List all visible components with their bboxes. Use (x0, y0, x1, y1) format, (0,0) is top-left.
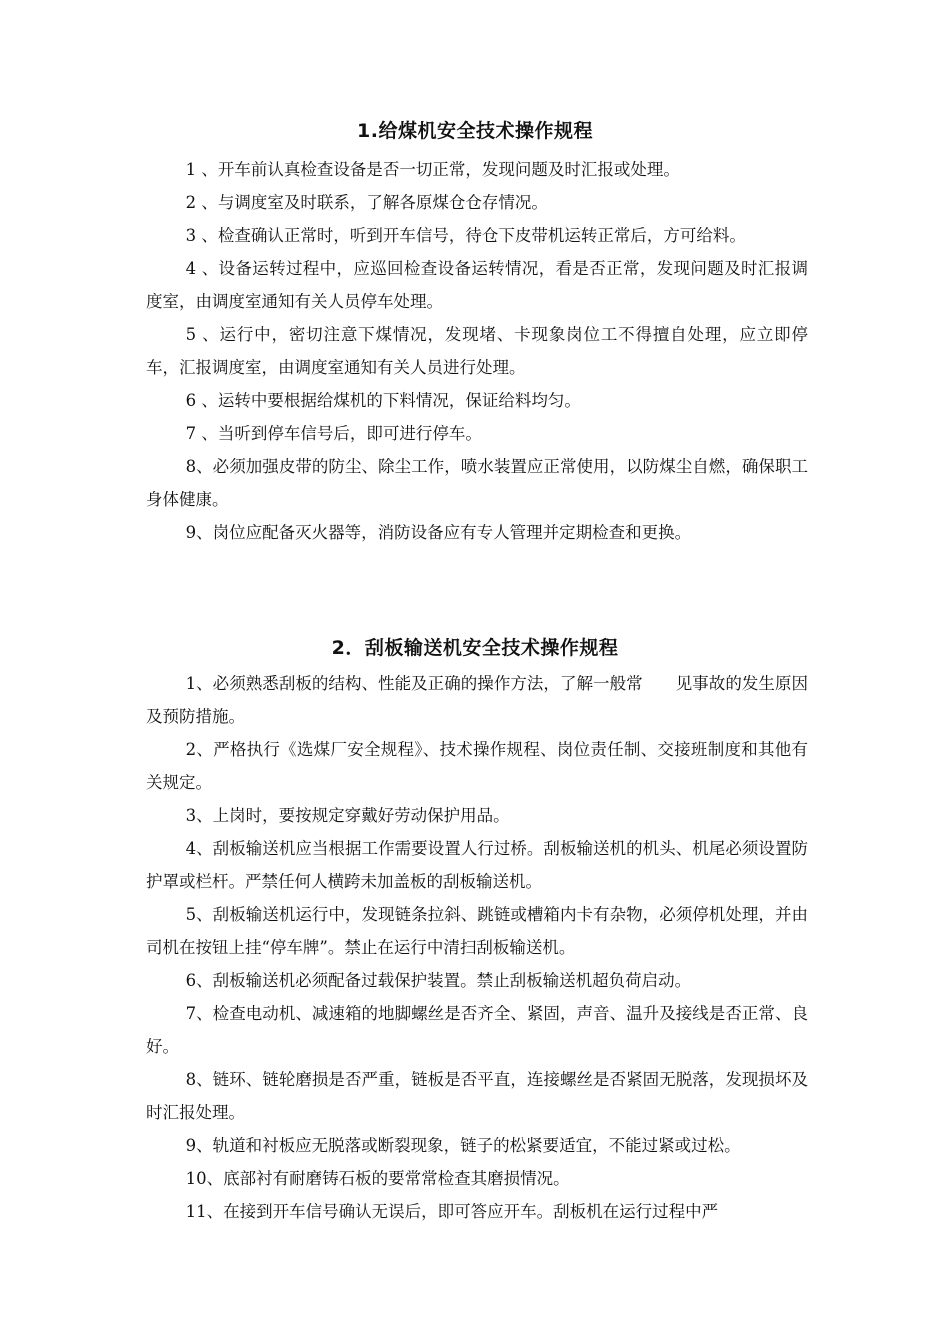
section-1-item-7: 7 、当听到停车信号后，即可进行停车。 (185, 424, 482, 443)
section-1-item-6: 6 、运转中要根据给煤机的下料情况，保证给料均匀。 (185, 391, 581, 410)
section-2-item-3: 3、上岗时，要按规定穿戴好劳动保护用品。 (185, 806, 510, 825)
section-2-item-11: 11、在接到开车信号确认无误后，即可答应开车。刮板机在运行过程中严 (185, 1202, 719, 1221)
section-1-item-4: 4 、设备运转过程中，应巡回检查设备运转情况，看是否正常，发现问题及时汇报调度室，由调度室通知有关人员停车处理。 (146, 259, 808, 311)
section-1-item-2: 2 、与调度室及时联系，了解各原煤仓仓存情况。 (185, 193, 548, 212)
section-2-item-5: 5、刮板输送机运行中，发现链条拉斜、跳链或槽箱内卡有杂物，必须停机处理，并由司机在按钮上挂“停车牌”。禁止在运行中清扫刮板输送机。 (146, 905, 808, 957)
section-2-item-2: 2、严格执行《选煤厂安全规程》、技术操作规程、岗位责任制、交接班制度和其他有关规定。 (146, 740, 808, 792)
section-2-item-1: 1、必须熟悉刮板的结构、性能及正确的操作方法，了解一般常 见事故的发生原因及预防措施。 (146, 674, 808, 726)
section-1-body (146, 153, 808, 549)
section-2-body (146, 667, 808, 1228)
section-2-item-8: 8、链环、链轮磨损是否严重，链板是否平直，连接螺丝是否紧固无脱落，发现损坏及时汇报处理。 (146, 1070, 808, 1122)
section-2-title: 2．刮板输送机安全技术操作规程 (331, 637, 619, 659)
section-2-item-7: 7、检查电动机、减速箱的地脚螺丝是否齐全、紧固，声音、温升及接线是否正常、良好。 (146, 1004, 808, 1056)
section-2-item-9: 9、轨道和衬板应无脱落或断裂现象，链子的松紧要适宜，不能过紧或过松。 (185, 1136, 741, 1155)
section-1-item-3: 3 、检查确认正常时，听到开车信号，待仓下皮带机运转正常后，方可给料。 (185, 226, 746, 245)
section-1-item-1: 1 、开车前认真检查设备是否一切正常，发现问题及时汇报或处理。 (185, 160, 680, 179)
section-1-item-9: 9、岗位应配备灭火器等，消防设备应有专人管理并定期检查和更换。 (185, 523, 692, 542)
section-2-item-6: 6、刮板输送机必须配备过载保护装置。禁止刮板输送机超负荷启动。 (185, 971, 692, 990)
section-1-title: 1.给煤机安全技术操作规程 (357, 120, 593, 142)
section-2-item-4: 4、刮板输送机应当根据工作需要设置人行过桥。刮板输送机的机头、机尾必须设置防护罩或栏杆。严禁任何人横跨未加盖板的刮板输送机。 (146, 839, 808, 891)
section-1-item-5: 5 、运行中，密切注意下煤情况，发现堵、卡现象岗位工不得擅自处理，应立即停车，汇报调度室，由调度室通知有关人员进行处理。 (146, 325, 808, 377)
section-2-item-10: 10、底部衬有耐磨铸石板的要常常检查其磨损情况。 (185, 1169, 570, 1188)
section-1-item-8: 8、必须加强皮带的防尘、除尘工作，喷水装置应正常使用，以防煤尘自燃，确保职工身体健康。 (146, 457, 808, 509)
